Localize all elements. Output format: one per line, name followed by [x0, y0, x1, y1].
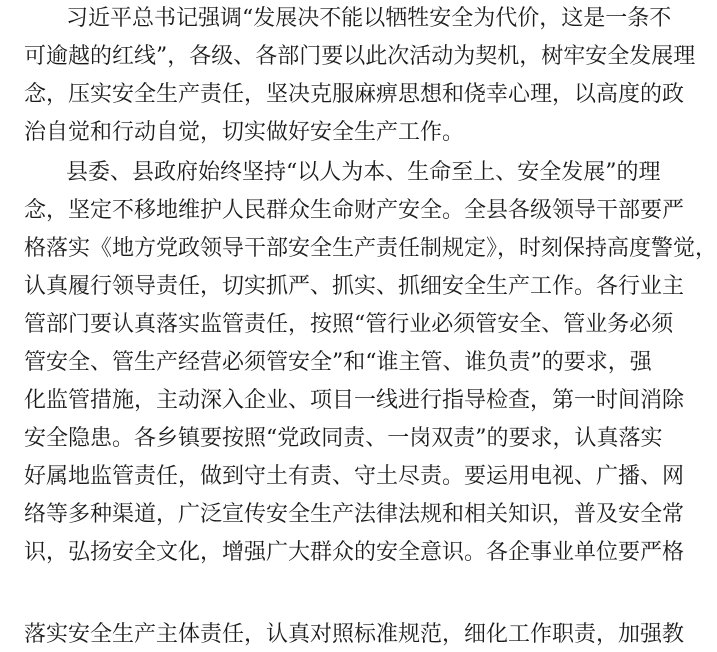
paragraph-2-line-10: 络等多种渠道，广泛宣传安全生产法律法规和相关知识，普及安全常: [24, 502, 685, 527]
paragraph-2-line-5: 管部门要认真落实监管责任，按照“管行业必须管安全、管业务必须: [24, 312, 674, 337]
paragraph-2-line-11: 识，弘扬安全文化，增强广大群众的安全意识。各企事业单位要严格: [24, 540, 685, 565]
paragraph-2-line-4: 认真履行领导责任，切实抓严、抓实、抓细安全生产工作。各行业主: [24, 274, 685, 299]
paragraph-2-line-2: 念，坚定不移地维护人民群众生命财产安全。全县各级领导干部要严: [24, 198, 685, 223]
paragraph-1-line-1: 习近平总书记强调“发展决不能以牺牲安全为代价，这是一条不: [66, 6, 672, 31]
paragraph-2-line-8: 安全隐患。各乡镇要按照“党政同责、一岗双责”的要求，认真落实: [24, 426, 663, 451]
paragraph-2-line-6: 管安全、管生产经营必须管安全”和“谁主管、谁负责”的要求，强: [24, 350, 652, 375]
paragraph-1-line-4: 治自觉和行动自觉，切实做好安全生产工作。: [24, 120, 465, 145]
paragraph-2-line-9: 好属地监管责任，做到守土有责、守土尽责。要运用电视、广播、网: [24, 464, 685, 489]
paragraph-2-line-1: 县委、县政府始终坚持“以人为本、生命至上、安全发展”的理: [66, 160, 661, 185]
paragraph-1-line-2: 可逾越的红线”，各级、各部门要以此次活动为契机，树牢安全发展理: [24, 44, 696, 69]
paragraph-2-line-3: 格落实《地方党政领导干部安全生产责任制规定》，时刻保持高度警觉，: [24, 236, 717, 261]
paragraph-2-line-7: 化监管措施，主动深入企业、项目一线进行指导检查，第一时间消除: [24, 388, 685, 413]
paragraph-1-line-3: 念，压实安全生产责任，坚决克服麻痹思想和侥幸心理，以高度的政: [24, 82, 685, 107]
paragraph-3-line-1: 落实安全生产主体责任，认真对照标准规范，细化工作职责，加强教: [24, 622, 685, 647]
